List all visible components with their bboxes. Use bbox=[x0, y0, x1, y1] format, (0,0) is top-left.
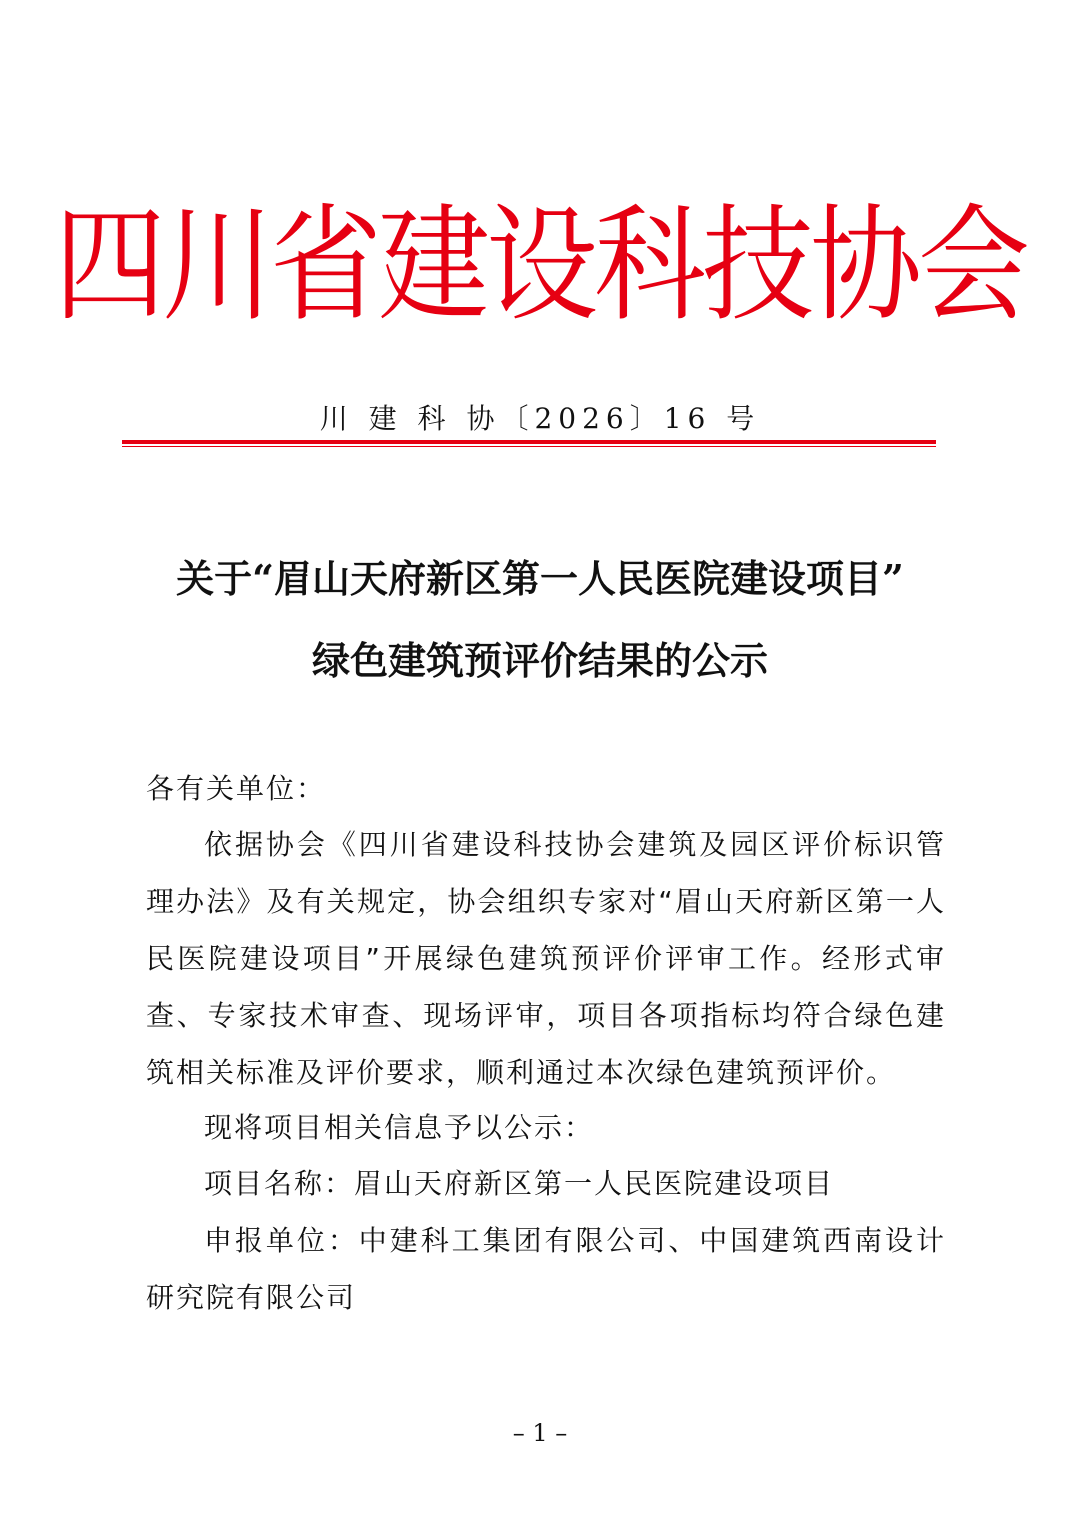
notice-title-line2: 绿色建筑预评价结果的公示 bbox=[311, 638, 768, 683]
info-paragraph: 现将项目相关信息予以公示： bbox=[204, 1111, 595, 1144]
document-number: 川 建 科 协〔2026〕16 号 bbox=[319, 402, 761, 435]
applicant-line: 申报单位：中建科工集团有限公司、中国建筑西南设计研究院有限公司 bbox=[146, 1224, 946, 1314]
main-paragraph: 依据协会《四川省建设科技协会建筑及园区评价标识管理办法》及有关规定，协会组织专家对“眉山天府新区第一人民医院建设项目”开展绿色建筑预评价评审工作。经形式审查、专家技术审查、现场评审，项目各项指标均符合绿色建筑相关标准及评价要求，顺利通过本次绿色建筑预评价。 bbox=[146, 828, 946, 1089]
notice-title-line1: 关于“眉山天府新区第一人民医院建设项目” bbox=[176, 556, 904, 601]
red-divider-thick bbox=[122, 440, 936, 444]
red-divider-thin bbox=[122, 446, 936, 447]
organization-title: 四川省建设科技协会 bbox=[54, 193, 1026, 339]
page-number: – 1 – bbox=[512, 1419, 568, 1447]
salutation: 各有关单位： bbox=[146, 772, 327, 805]
project-name-line: 项目名称：眉山天府新区第一人民医院建设项目 bbox=[204, 1167, 835, 1200]
